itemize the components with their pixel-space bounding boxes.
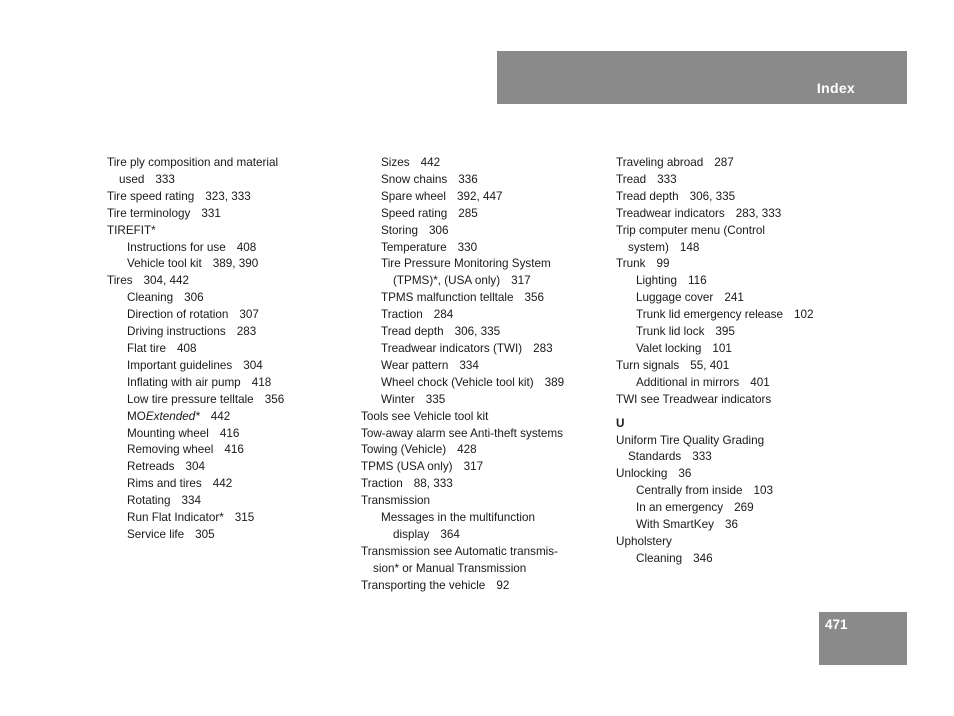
index-entry bbox=[107, 223, 284, 240]
page-reference: 36 bbox=[678, 467, 692, 481]
index-entry bbox=[361, 223, 564, 240]
index-entry bbox=[107, 273, 284, 290]
page-reference: 284 bbox=[433, 308, 454, 322]
page-reference: 304, 442 bbox=[143, 274, 190, 288]
page-reference: 335 bbox=[425, 392, 446, 406]
page-reference: 269 bbox=[734, 501, 754, 515]
index-entry bbox=[107, 392, 284, 409]
page-reference: 408 bbox=[176, 341, 197, 355]
index-entry bbox=[361, 527, 564, 544]
page-reference: 395 bbox=[715, 325, 735, 339]
page-reference: 331 bbox=[201, 206, 221, 220]
index-entry bbox=[616, 290, 814, 307]
index-term: MO bbox=[127, 409, 146, 423]
index-entry bbox=[361, 375, 564, 392]
index-term: Run Flat Indicator* bbox=[127, 511, 224, 525]
index-entry bbox=[616, 273, 814, 290]
page-reference: 241 bbox=[724, 291, 744, 305]
index-term: Flat tire bbox=[127, 341, 166, 355]
index-entry bbox=[616, 375, 814, 392]
index-entry bbox=[616, 189, 814, 206]
index-term: Wear pattern bbox=[381, 358, 449, 372]
index-entry bbox=[107, 206, 284, 223]
page-reference: 285 bbox=[458, 206, 478, 220]
index-term: Service life bbox=[127, 527, 185, 541]
index-term: Tire ply composition and material bbox=[107, 156, 279, 169]
index-entry bbox=[361, 240, 564, 257]
index-entry bbox=[616, 551, 814, 568]
page-reference: 356 bbox=[264, 392, 285, 406]
index-entry bbox=[361, 578, 564, 595]
index-term: Towing (Vehicle) bbox=[361, 443, 447, 457]
index-entry bbox=[616, 155, 814, 172]
page-reference: 323, 333 bbox=[205, 189, 251, 203]
index-entry bbox=[361, 290, 564, 307]
index-term: Traveling abroad bbox=[616, 156, 704, 169]
index-term: Tires bbox=[107, 274, 133, 288]
index-term: Mounting wheel bbox=[127, 426, 209, 440]
index-entry bbox=[107, 358, 284, 375]
index-term: Driving instructions bbox=[127, 325, 226, 339]
index-entry bbox=[361, 459, 564, 476]
page-reference: 317 bbox=[511, 274, 531, 288]
index-entry bbox=[107, 493, 284, 510]
index-entry bbox=[107, 290, 284, 307]
page-reference: 317 bbox=[463, 460, 484, 474]
index-term: Luggage cover bbox=[636, 291, 714, 305]
index-entry bbox=[361, 476, 564, 493]
page-reference: 442 bbox=[420, 156, 441, 169]
index-term: Temperature bbox=[381, 240, 447, 254]
index-term: Uniform Tire Quality Grading bbox=[616, 433, 765, 447]
page-reference: 116 bbox=[687, 274, 707, 288]
page-reference: 418 bbox=[251, 375, 272, 389]
page-reference: 333 bbox=[692, 450, 712, 464]
page-reference: 92 bbox=[496, 578, 510, 592]
page-reference: 99 bbox=[656, 257, 670, 271]
index-entry bbox=[616, 392, 814, 409]
page-reference: 416 bbox=[224, 443, 244, 457]
index-term: Treadwear indicators (TWI) bbox=[381, 341, 523, 355]
index-term: Trunk bbox=[616, 257, 646, 271]
page-reference: 283 bbox=[236, 325, 257, 339]
index-term: Tow-away alarm see Anti-theft systems bbox=[361, 426, 564, 440]
index-entry bbox=[107, 426, 284, 443]
index-term: Traction bbox=[361, 477, 403, 491]
index-term: In an emergency bbox=[636, 501, 724, 515]
index-term: Rims and tires bbox=[127, 477, 202, 491]
page-reference: 334 bbox=[181, 494, 202, 508]
index-entry bbox=[107, 172, 284, 189]
index-entry bbox=[616, 483, 814, 500]
index-term: Retreads bbox=[127, 460, 175, 474]
page-reference: 283, 333 bbox=[735, 206, 782, 220]
index-entry bbox=[361, 256, 564, 273]
index-term: U bbox=[616, 416, 625, 430]
index-entry bbox=[361, 409, 564, 426]
index-entry bbox=[107, 240, 284, 257]
index-entry bbox=[616, 517, 814, 534]
index-entry bbox=[361, 561, 564, 578]
index-entry bbox=[361, 510, 564, 527]
page-reference: 283 bbox=[533, 341, 553, 355]
index-term: Cleaning bbox=[636, 551, 683, 565]
index-entry bbox=[107, 442, 284, 459]
index-term: Tools see Vehicle tool kit bbox=[361, 409, 489, 423]
index-term: Winter bbox=[381, 392, 415, 406]
page-reference: 334 bbox=[459, 358, 479, 372]
index-term: (TPMS)*, (USA only) bbox=[393, 274, 501, 288]
index-term: Instructions for use bbox=[127, 240, 226, 254]
page-reference: 389 bbox=[544, 375, 565, 389]
index-term: display bbox=[393, 527, 430, 541]
page-reference: 103 bbox=[753, 484, 774, 498]
index-entry bbox=[107, 189, 284, 206]
index-entry bbox=[616, 307, 814, 324]
section-spacer bbox=[616, 409, 814, 413]
page-reference: 102 bbox=[794, 308, 814, 322]
index-entry bbox=[107, 409, 284, 426]
page-reference: 287 bbox=[714, 156, 734, 169]
index-entry bbox=[616, 206, 814, 223]
index-entry bbox=[361, 172, 564, 189]
index-term: Rotating bbox=[127, 494, 171, 508]
index-term: Sizes bbox=[381, 156, 410, 169]
index-term: Messages in the multifunction bbox=[381, 511, 535, 525]
index-entry bbox=[361, 544, 564, 561]
page-reference: 333 bbox=[155, 172, 175, 186]
index-term: Vehicle tool kit bbox=[127, 257, 202, 271]
index-entry bbox=[616, 449, 814, 466]
page-number: 471 bbox=[825, 617, 848, 632]
index-entry bbox=[616, 433, 814, 450]
page-reference: 306 bbox=[184, 291, 204, 305]
index-entry bbox=[107, 324, 284, 341]
page-number-box bbox=[819, 612, 907, 665]
page-reference: 315 bbox=[234, 511, 255, 525]
index-entry bbox=[361, 442, 564, 459]
page-reference: 389, 390 bbox=[212, 257, 259, 271]
index-term: Additional in mirrors bbox=[636, 375, 740, 389]
index-term: TIREFIT* bbox=[107, 223, 156, 237]
index-entry bbox=[107, 341, 284, 358]
index-entry bbox=[361, 358, 564, 375]
index-term: Tread depth bbox=[381, 325, 444, 339]
index-term: Trip computer menu (Control bbox=[616, 223, 765, 237]
index-term: Transmission bbox=[361, 494, 431, 508]
index-entry bbox=[616, 534, 814, 551]
index-entry bbox=[616, 172, 814, 189]
index-term-italic: Extended* bbox=[145, 409, 200, 423]
index-entry bbox=[107, 375, 284, 392]
index-term: Unlocking bbox=[616, 467, 668, 481]
index-term: Upholstery bbox=[616, 534, 672, 548]
index-entry bbox=[616, 324, 814, 341]
index-entry bbox=[361, 392, 564, 409]
index-term: Tire speed rating bbox=[107, 189, 195, 203]
index-entry bbox=[361, 493, 564, 510]
index-entry bbox=[107, 307, 284, 324]
page-reference: 304 bbox=[243, 358, 263, 372]
index-entry bbox=[361, 341, 564, 358]
page-reference: 101 bbox=[712, 341, 732, 355]
index-term: TWI see Treadwear indicators bbox=[616, 392, 772, 406]
page-reference: 408 bbox=[236, 240, 257, 254]
index-term: Snow chains bbox=[381, 172, 448, 186]
index-term: used bbox=[119, 172, 145, 186]
index-term: Speed rating bbox=[381, 206, 448, 220]
index-entry bbox=[361, 189, 564, 206]
index-term: Turn signals bbox=[616, 358, 680, 372]
index-entry bbox=[361, 155, 564, 172]
page-reference: 306, 335 bbox=[454, 325, 501, 339]
section-title: Index bbox=[816, 80, 855, 96]
index-entry bbox=[361, 273, 564, 290]
index-term: Transporting the vehicle bbox=[361, 578, 486, 592]
page-reference: 346 bbox=[693, 551, 713, 565]
page-reference: 401 bbox=[750, 375, 770, 389]
page-reference: 304 bbox=[185, 460, 205, 474]
index-term: With SmartKey bbox=[636, 518, 714, 532]
index-term: Storing bbox=[381, 223, 419, 237]
index-entry bbox=[361, 206, 564, 223]
index-section-letter bbox=[616, 416, 814, 433]
index-term: Cleaning bbox=[127, 291, 174, 305]
index-entry bbox=[107, 256, 284, 273]
index-term: sion* or Manual Transmission bbox=[373, 561, 527, 575]
index-term: system) bbox=[628, 240, 669, 254]
page-reference: 392, 447 bbox=[456, 189, 503, 203]
index-term: Tread depth bbox=[616, 189, 679, 203]
index-term: Tire Pressure Monitoring System bbox=[381, 257, 551, 271]
index-entry bbox=[107, 527, 284, 544]
index-entry bbox=[107, 459, 284, 476]
index-term: Direction of rotation bbox=[127, 308, 229, 322]
page-reference: 36 bbox=[724, 518, 738, 532]
page-reference: 330 bbox=[457, 240, 478, 254]
index-term: TPMS malfunction telltale bbox=[381, 291, 514, 305]
index-entry bbox=[361, 426, 564, 443]
index-column-1 bbox=[107, 155, 284, 544]
page-reference: 356 bbox=[524, 291, 545, 305]
index-entry bbox=[361, 307, 564, 324]
index-term: Tread bbox=[616, 172, 647, 186]
index-entry bbox=[616, 341, 814, 358]
index-entry bbox=[616, 466, 814, 483]
page-reference: 416 bbox=[219, 426, 240, 440]
page-reference: 306, 335 bbox=[689, 189, 736, 203]
page-reference: 336 bbox=[458, 172, 478, 186]
index-term: Low tire pressure telltale bbox=[127, 392, 254, 406]
index-entry bbox=[107, 155, 284, 172]
index-term: Inflating with air pump bbox=[127, 375, 241, 389]
index-term: Treadwear indicators bbox=[616, 206, 725, 220]
index-entry bbox=[616, 256, 814, 273]
index-term: Lighting bbox=[636, 274, 677, 288]
index-term: Tire terminology bbox=[107, 206, 191, 220]
index-term: Traction bbox=[381, 308, 423, 322]
index-entry bbox=[107, 476, 284, 493]
index-term: Trunk lid lock bbox=[636, 325, 705, 339]
index-term: Wheel chock (Vehicle tool kit) bbox=[381, 375, 534, 389]
index-term: Valet locking bbox=[636, 341, 702, 355]
index-term: Removing wheel bbox=[127, 443, 214, 457]
index-entry bbox=[361, 324, 564, 341]
index-term: Important guidelines bbox=[127, 358, 233, 372]
index-column-3 bbox=[616, 155, 814, 568]
index-entry bbox=[616, 223, 814, 240]
section-header-bar bbox=[497, 51, 907, 104]
page-reference: 333 bbox=[657, 172, 677, 186]
index-entry bbox=[616, 358, 814, 375]
index-term: Trunk lid emergency release bbox=[636, 308, 784, 322]
index-term: TPMS (USA only) bbox=[361, 460, 453, 474]
index-column-2 bbox=[361, 155, 564, 595]
page-reference: 305 bbox=[195, 527, 215, 541]
page-reference: 148 bbox=[679, 240, 700, 254]
index-term: Centrally from inside bbox=[636, 484, 743, 498]
index-entry bbox=[616, 240, 814, 257]
page-reference: 428 bbox=[457, 443, 477, 457]
page-reference: 306 bbox=[429, 223, 449, 237]
page-reference: 364 bbox=[440, 527, 460, 541]
page-reference: 55, 401 bbox=[690, 358, 730, 372]
page-reference: 307 bbox=[239, 308, 259, 322]
index-entry bbox=[107, 510, 284, 527]
index-entry bbox=[616, 500, 814, 517]
page-reference: 88, 333 bbox=[413, 477, 453, 491]
index-term: Standards bbox=[628, 450, 682, 464]
page-reference: 442 bbox=[212, 477, 233, 491]
index-term: Transmission see Automatic transmis- bbox=[361, 544, 559, 558]
index-term: Spare wheel bbox=[381, 189, 446, 203]
page-reference: 442 bbox=[210, 409, 231, 423]
